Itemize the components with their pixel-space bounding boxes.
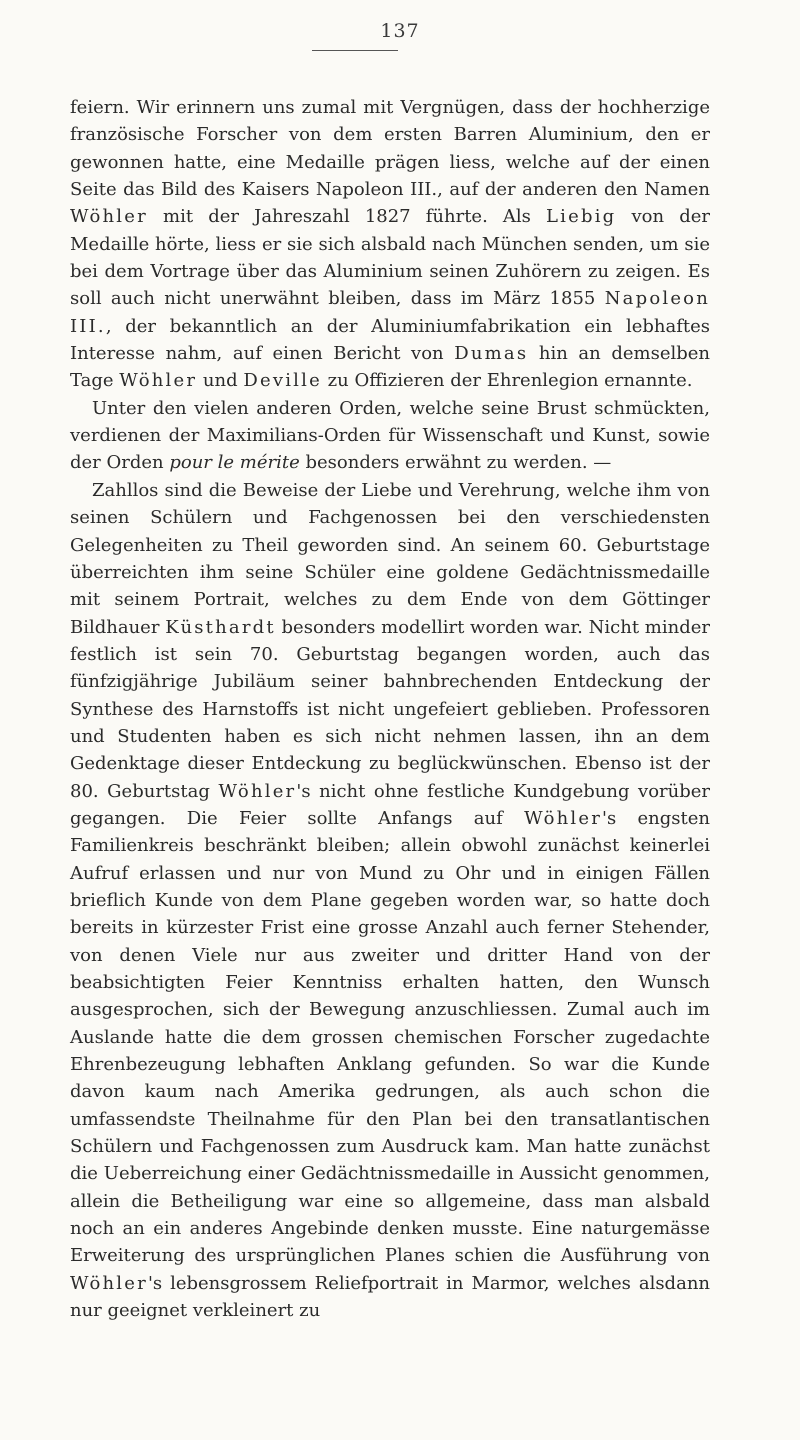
text-run: von der Medaille hörte, liess er sie sich alsbald nach München senden, um sie bei dem Vortrage über das Aluminium seinen Zuhörern zu zeigen. Es soll auch nicht unerwähnt bleiben, dass im März 1855 xyxy=(70,206,710,310)
text-run: 's nicht ohne festliche Kundgebung vorüber gegangen. Die Feier sollte Anfangs auf xyxy=(70,780,711,829)
text-run: und xyxy=(197,370,244,392)
spaced-name: Napoleon III. xyxy=(70,288,710,337)
spaced-name: Wöhler xyxy=(218,780,297,802)
text-run: Zahllos sind die Beweise der Liebe und Verehrung, welche ihm von seinen Schülern und Fachgenossen bei den verschiedensten Gelegenheiten zu Theil geworden sind. An seinem 60. Geburtstage überreichten ihm seine Schüler eine goldene Gedächtnissmedaille mit seinem Portrait, welches zu dem Ende von dem Göttinger Bildhauer xyxy=(70,479,710,638)
spaced-name: Wöhler xyxy=(524,807,603,829)
text-run: zu Offizieren der Ehrenlegion ernannte. xyxy=(321,370,693,392)
page-number-rule xyxy=(312,50,398,51)
spaced-name: Deville xyxy=(243,370,322,392)
paragraph-1 xyxy=(70,94,710,395)
text-run: , der bekanntlich an der Aluminiumfabrikation ein lebhaftes Interesse nahm, auf einen Bericht von xyxy=(70,315,710,365)
paragraph-3 xyxy=(70,477,710,1325)
text-run: 's lebensgrossem Reliefportrait in Marmor, welches alsdann nur geeignet verkleinert zu xyxy=(70,1272,710,1322)
spaced-name: Dumas xyxy=(454,343,529,365)
spaced-name: Wöhler xyxy=(70,1272,148,1294)
page-body xyxy=(70,94,710,1324)
spaced-name: Wöhler xyxy=(70,206,148,228)
text-run: Unter den vielen anderen Orden, welche seine Brust schmückten, verdienen der Maximilians-Orden für Wissenschaft und Kunst, sowie der Orden xyxy=(70,397,710,474)
spaced-name: Wöhler xyxy=(119,370,198,392)
text-run: besonders erwähnt zu werden. — xyxy=(299,452,612,474)
spaced-name: Liebig xyxy=(546,206,617,228)
text-run: besonders modellirt worden war. Nicht minder festlich ist sein 70. Geburtstag begangen worden, auch das fünfzigjährige Jubiläum seiner bahnbrechenden Entdeckung der Synthese des Harnstoffs ist nicht ungefeiert geblieben. Professoren und Studenten haben es sich nicht nehmen lassen, ihn an dem Gedenktage dieser Entdeckung zu beglückwünschen. Ebenso ist der 80. Geburtstag xyxy=(70,616,710,802)
text-run: hin an demselben Tage xyxy=(70,343,711,392)
page-number: 137 xyxy=(380,20,420,42)
italic-phrase: pour le mérite xyxy=(169,452,300,474)
text-run: 's engsten Familienkreis beschränkt bleiben; allein obwohl zunächst keinerlei Aufruf erlassen und nur von Mund zu Ohr und in einigen Fällen brieflich Kunde von dem Plane gegeben worden war, so hatte doch bereits in kürzester Frist eine grosse Anzahl auch ferner Stehender, von denen Viele nur aus zweiter und dritter Hand von der beabsichtigten Feier Kenntniss erhalten hatten, den Wunsch ausgesprochen, sich der Bewegung anzuschliessen. Zumal auch im Auslande hatte die dem grossen chemischen Forscher zugedachte Ehrenbezeugung lebhaften Anklang gefunden. So war die Kunde davon kaum nach Amerika gedrungen, als auch schon die umfassendste Theilnahme für den Plan bei den transatlantischen Schülern und Fachgenossen zum Ausdruck kam. Man hatte zunächst die Ueberreichung einer Gedächtnissmedaille in Aussicht genommen, allein die Betheiligung war eine so allgemeine, dass man alsbald noch an ein anderes Angebinde denken musste. Eine naturgemässe Erweiterung des ursprünglichen Planes schien die Ausführung von xyxy=(70,807,710,1267)
text-run: feiern. Wir erinnern uns zumal mit Vergnügen, dass der hochherzige französische Forscher von dem ersten Barren Aluminium, den er gewonnen hatte, eine Medaille prägen liess, welche auf der einen Seite das Bild des Kaisers Napoleon III., auf der anderen den Namen xyxy=(70,97,710,201)
paragraph-2 xyxy=(70,395,710,477)
text-run: mit der Jahreszahl 1827 führte. Als xyxy=(147,206,547,228)
spaced-name: Küsthardt xyxy=(165,616,276,638)
